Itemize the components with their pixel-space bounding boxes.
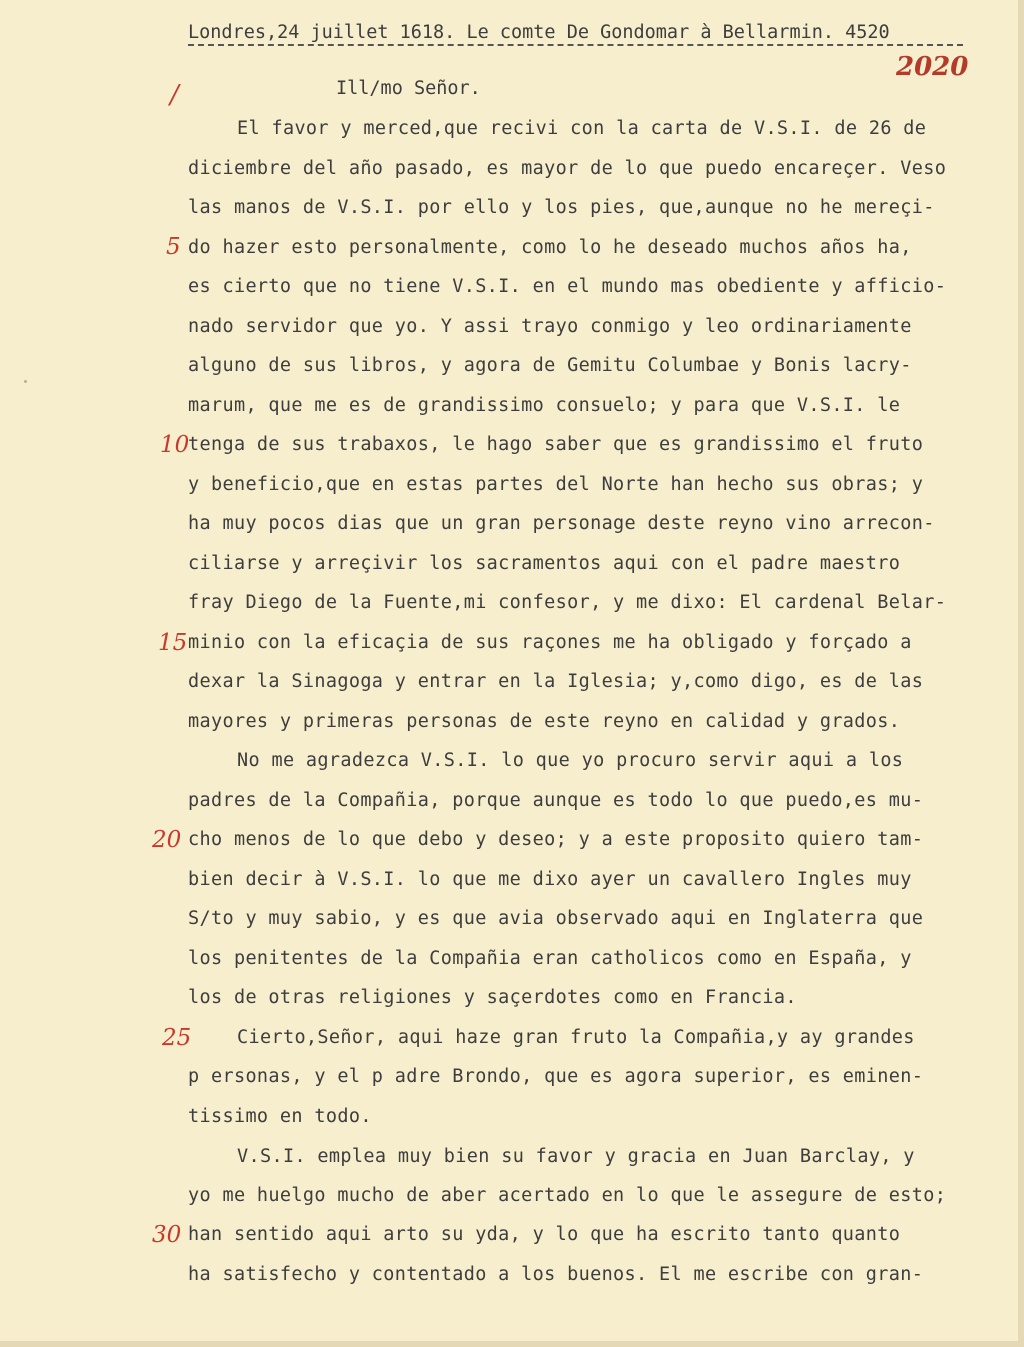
margin-line-number: 10: [160, 432, 190, 458]
salutation: Ill/mo Señor.: [336, 78, 481, 99]
text-line: El favor y merced,que recivi con la carta de V.S.I. de 26 de: [237, 118, 927, 139]
text-line: Cierto,Señor, aqui haze gran fruto la Compañia,y ay grandes: [237, 1027, 915, 1048]
handwritten-slash-mark: /: [170, 80, 179, 110]
text-line: mayores y primeras personas de este reyno en calidad y grados.: [188, 711, 901, 732]
text-line: alguno de sus libros, y agora de Gemitu Columbae y Bonis lacry-: [188, 355, 912, 376]
text-line: cho menos de lo que debo y deseo; y a este proposito quiero tam-: [188, 829, 924, 850]
text-line: ciliarse y arreçivir los sacramentos aqui con el padre maestro: [188, 553, 901, 574]
text-line: bien decir à V.S.I. lo que me dixo ayer un cavallero Ingles muy: [188, 869, 912, 890]
text-line: fray Diego de la Fuente,mi confesor, y me dixo: El cardenal Belar-: [188, 592, 947, 613]
text-line: tenga de sus trabaxos, le hago saber que es grandissimo el fruto: [188, 434, 924, 455]
margin-line-number: 25: [162, 1025, 192, 1051]
margin-line-number: 5: [166, 234, 181, 260]
text-line: marum, que me es de grandissimo consuelo; y para que V.S.I. le: [188, 395, 901, 416]
text-line: ha satisfecho y contentado a los buenos. El me escribe con gran-: [188, 1264, 924, 1285]
text-line: p ersonas, y el p adre Brondo, que es agora superior, es eminen-: [188, 1066, 924, 1087]
paper-speck: [24, 380, 27, 383]
margin-line-number: 20: [152, 827, 182, 853]
text-line: padres de la Compañia, porque aunque es todo lo que puedo,es mu-: [188, 790, 924, 811]
text-line: las manos de V.S.I. por ello y los pies, que,aunque no he mereçi-: [188, 197, 935, 218]
text-line: los penitentes de la Compañia eran catholicos como en España, y: [188, 948, 912, 969]
text-line: es cierto que no tiene V.S.I. en el mundo mas obediente y afficio-: [188, 276, 947, 297]
text-line: yo me huelgo mucho de aber acertado en lo que le assegure de esto;: [188, 1185, 947, 1206]
text-line: nado servidor que yo. Y assi trayo conmigo y leo ordinariamente: [188, 316, 912, 337]
margin-line-number: 15: [158, 630, 188, 656]
margin-line-number: 30: [152, 1222, 182, 1248]
text-line: los de otras religiones y saçerdotes como en Francia.: [188, 987, 797, 1008]
text-line: y beneficio,que en estas partes del Norte han hecho sus obras; y: [188, 474, 924, 495]
text-line: S/to y muy sabio, y es que avia observado aqui en Inglaterra que: [188, 908, 924, 929]
text-line: do hazer esto personalmente, como lo he deseado muchos años ha,: [188, 237, 912, 258]
text-line: dexar la Sinagoga y entrar en la Iglesia; y,como digo, es de las: [188, 671, 924, 692]
header-underline: [188, 44, 963, 46]
text-line: No me agradezca V.S.I. lo que yo procuro servir aqui a los: [237, 750, 904, 771]
text-line: minio con la eficaçia de sus raçones me ha obligado y forçado a: [188, 632, 912, 653]
text-line: tissimo en todo.: [188, 1106, 372, 1127]
text-line: V.S.I. emplea muy bien su favor y gracia en Juan Barclay, y: [237, 1146, 915, 1167]
text-line: han sentido aqui arto su yda, y lo que ha escrito tanto quanto: [188, 1224, 901, 1245]
handwritten-reference-number: 2020: [896, 52, 969, 82]
text-line: diciembre del año pasado, es mayor de lo que puedo encareçer. Veso: [188, 158, 947, 179]
document-header: Londres,24 juillet 1618. Le comte De Gondomar à Bellarmin. 4520: [188, 22, 890, 43]
text-line: ha muy pocos dias que un gran personage deste reyno vino arrecon-: [188, 513, 935, 534]
